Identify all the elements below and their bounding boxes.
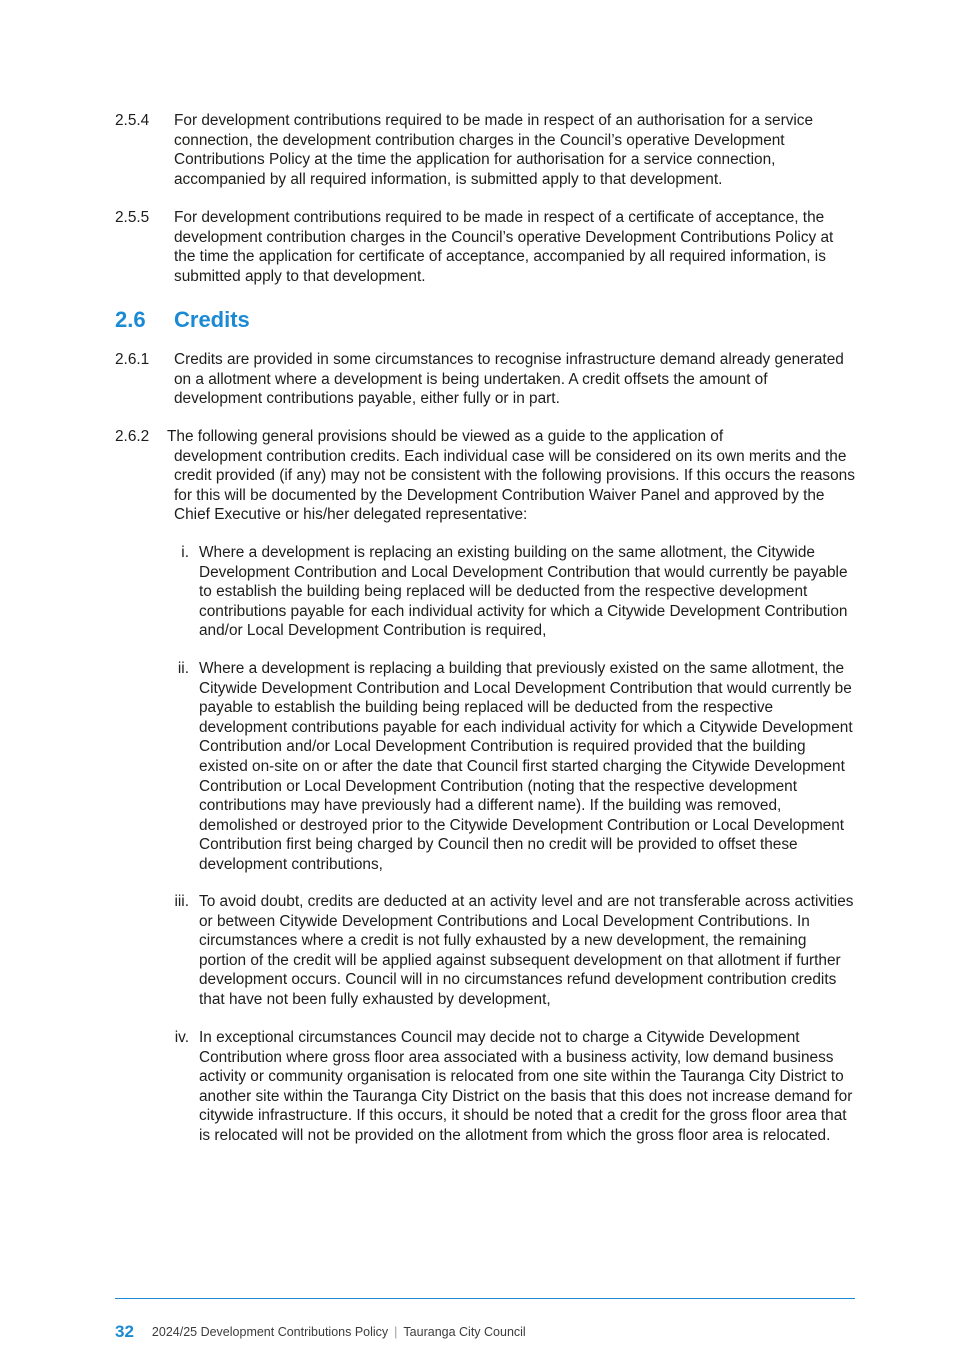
paragraph-number: 2.6.1 [115,351,150,368]
list-item-text: In exceptional circumstances Council may decide not to charge a Citywide Development Contribution where gross floor area associated with a business activity, low demand business activity or community organisation is relocated from one site within the Tauranga City District to another site within the Tauranga City District on the basis that this does not increase demand for citywide infrastructure. If this occurs, it should be noted that a credit for the gross floor area that is relocated will not be provided on the allotment from which the gross floor area is relocated. [199,1029,853,1144]
paragraph-text: For development contributions required to be made in respect of a certificate of acceptance, the development contribution charges in the Council’s operative Development Contributions Policy at the time the application for certificate of acceptance, accompanied by all required information, is submitted apply to that development. [174,209,834,285]
paragraph-2-6-2 [115,427,855,525]
paragraph-number: 2.5.5 [115,209,150,226]
section-heading [115,306,250,334]
paragraph-text: For development contributions required to be made in respect of an authorisation for a service connection, the development contribution charges in the Council’s operative Development Contributions Policy at the time the application for authorisation for a service connection, accompanied by all required information, is submitted apply to that development. [174,112,814,188]
footer-organisation: Tauranga City Council [403,1325,526,1339]
paragraph-2-6-1 [115,350,855,409]
paragraph-first-line [115,427,855,447]
list-item [174,1028,856,1146]
list-item-numeral: iv. [174,1029,189,1046]
list-item [174,892,856,1010]
paragraph-text: development contribution credits. Each individual case will be considered on its own merits and the credit provided (if any) may not be consistent with the following provisions. If this occurs the reasons for this will be documented by the Development Contribution Waiver Panel and approved by the Chief Executive or his/her delegated representative: [174,447,855,524]
footer-document-title: 2024/25 Development Contributions Policy [151,1325,389,1339]
paragraph-2-5-4 [115,111,855,189]
list-item-numeral: iii. [174,893,189,910]
paragraph-2-5-5 [115,208,855,286]
footer-divider [115,1298,855,1299]
list-item [174,659,856,875]
paragraph-number: 2.5.4 [115,112,150,129]
list-item-numeral: i. [181,544,189,561]
page-footer [115,1322,526,1342]
section-number: 2.6 [115,307,146,332]
paragraph-text: Credits are provided in some circumstances to recognise infrastructure demand already generated on a allotment where a development is being undertaken. A credit offsets the amount of development contributions payable, either fully or in part. [174,351,844,408]
footer-separator: | [394,1325,398,1339]
paragraph-number: 2.6.2 [115,428,150,445]
list-item-text: To avoid doubt, credits are deducted at an activity level and are not transferable across activities or between Citywide Development Contributions and Local Development Contributions. In circumstances where a credit is not fully exhausted by a new development, the remaining portion of the credit will be applied against subsequent development on that allotment if further development occurs. Council will in no circumstances refund development contribution credits that have not been fully exhausted by development, [199,893,854,1008]
list-item-text: Where a development is replacing an existing building on the same allotment, the Citywide Development Contribution and Local Development Contribution that would currently be payable to establish the building being replaced will be deducted from the respective development contributions payable for each individual activity for which a Citywide Development Contribution and/or Local Development Contribution is required, [199,544,848,640]
list-item-text: Where a development is replacing a building that previously existed on the same allotment, the Citywide Development Contribution and Local Development Contribution that would currently be payable to establish the building being replaced will be deducted from the respective development contributions payable for each individual activity for which a Citywide Development Contribution and/or Local Development Contribution is required provided that the building existed on-site on or after the date that Council first started charging the Citywide Development Contribution or Local Development Contribution (noting that the respective development contributions may have previously had a different name). If the building was removed, demolished or destroyed prior to the Citywide Development Contribution or Local Development Contribution first being charged by Council then no credit will be provided to offset these development contributions, [199,660,853,873]
page-number: 32 [115,1322,134,1341]
list-item-numeral: ii. [177,660,189,677]
paragraph-first-line-text: The following general provisions should be viewed as a guide to the application of [167,428,724,445]
list-item [174,543,856,641]
section-title: Credits [174,307,250,332]
